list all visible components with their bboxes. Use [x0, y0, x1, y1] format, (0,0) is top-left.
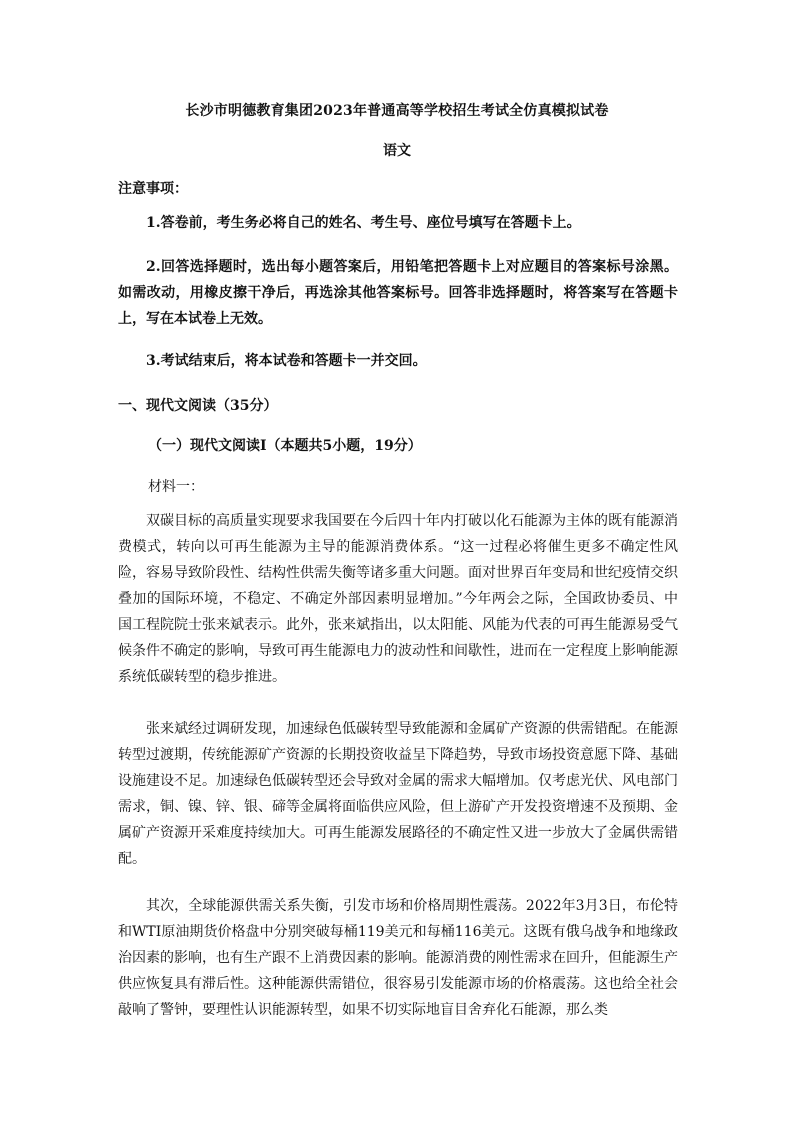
notice-item: 1.答卷前，考生务必将自己的姓名、考生号、座位号填写在答题卡上。: [146, 215, 581, 231]
body-paragraph: 双碳目标的高质量实现要求我国要在今后四十年内打破以化石能源为主体的既有能源消费模式，转向以可再生能源为主导的能源消费体系。“这一过程必将催生更多不确定性风险，容易导致阶段性、结构性供需失衡等诸多重大问题。面对世界百年变局和世纪疫情交织叠加的国际环境，不稳定、不确定外部因素明显增加。”今年两会之际，全国政协委员、中国工程院院士张来斌表示。此外，张来斌指出，以太阳能、风能为代表的可再生能源易受气候条件不确定的影响，导致可再生能源电力的波动性和间歇性，进而在一定程度上影响能源系统低碳转型的稳步推进。: [118, 513, 678, 685]
subsection-heading: （一）现代文阅读Ⅰ（本题共5小题，19分）: [148, 438, 422, 454]
notice-item: 2.回答选择题时，选出每小题答案后，用铅笔把答题卡上对应题目的答案标号涂黑。如需改动，用橡皮擦干净后，再选涂其他答案标号。回答非选择题时，将答案写在答题卡上，写在本试卷上无效。: [118, 259, 678, 327]
exam-title: 长沙市明德教育集团2023年普通高等学校招生考试全仿真模拟试卷: [185, 103, 609, 119]
notice-heading: 注意事项：: [118, 181, 188, 197]
subject-title: 语文: [383, 143, 411, 159]
body-paragraph: 张来斌经过调研发现，加速绿色低碳转型导致能源和金属矿产资源的供需错配。在能源转型过渡期，传统能源矿产资源的长期投资收益呈下降趋势，导致市场投资意愿下降、基础设施建设不足。加速绿色低碳转型还会导致对金属的需求大幅增加。仅考虑光伏、风电部门需求，铜、镍、锌、银、碲等金属将面临供应风险，但上游矿产开发投资增速不及预期、金属矿产资源开采难度持续加大。可再生能源发展路径的不确定性又进一步放大了金属供需错配。: [118, 721, 678, 867]
body-paragraph: 其次，全球能源供需关系失衡，引发市场和价格周期性震荡。2022年3月3日，布伦特和WTI原油期货价格盘中分别突破每桶119美元和每桶116美元。这既有俄乌战争和地缘政治因素的影响，也有生产跟不上消费因素的影响。能源消费的刚性需求在回升，但能源生产供应恢复具有滞后性。这种能源供需错位，很容易引发能源市场的价格震荡。这也给全社会敲响了警钟，要理性认识能源转型，如果不切实际地盲目舍弃化石能源，那么类: [118, 898, 678, 1018]
notice-item: 3.考试结束后，将本试卷和答题卡一并交回。: [146, 353, 427, 369]
material-label: 材料一：: [148, 479, 204, 495]
section-heading: 一、现代文阅读（35分）: [118, 398, 278, 414]
